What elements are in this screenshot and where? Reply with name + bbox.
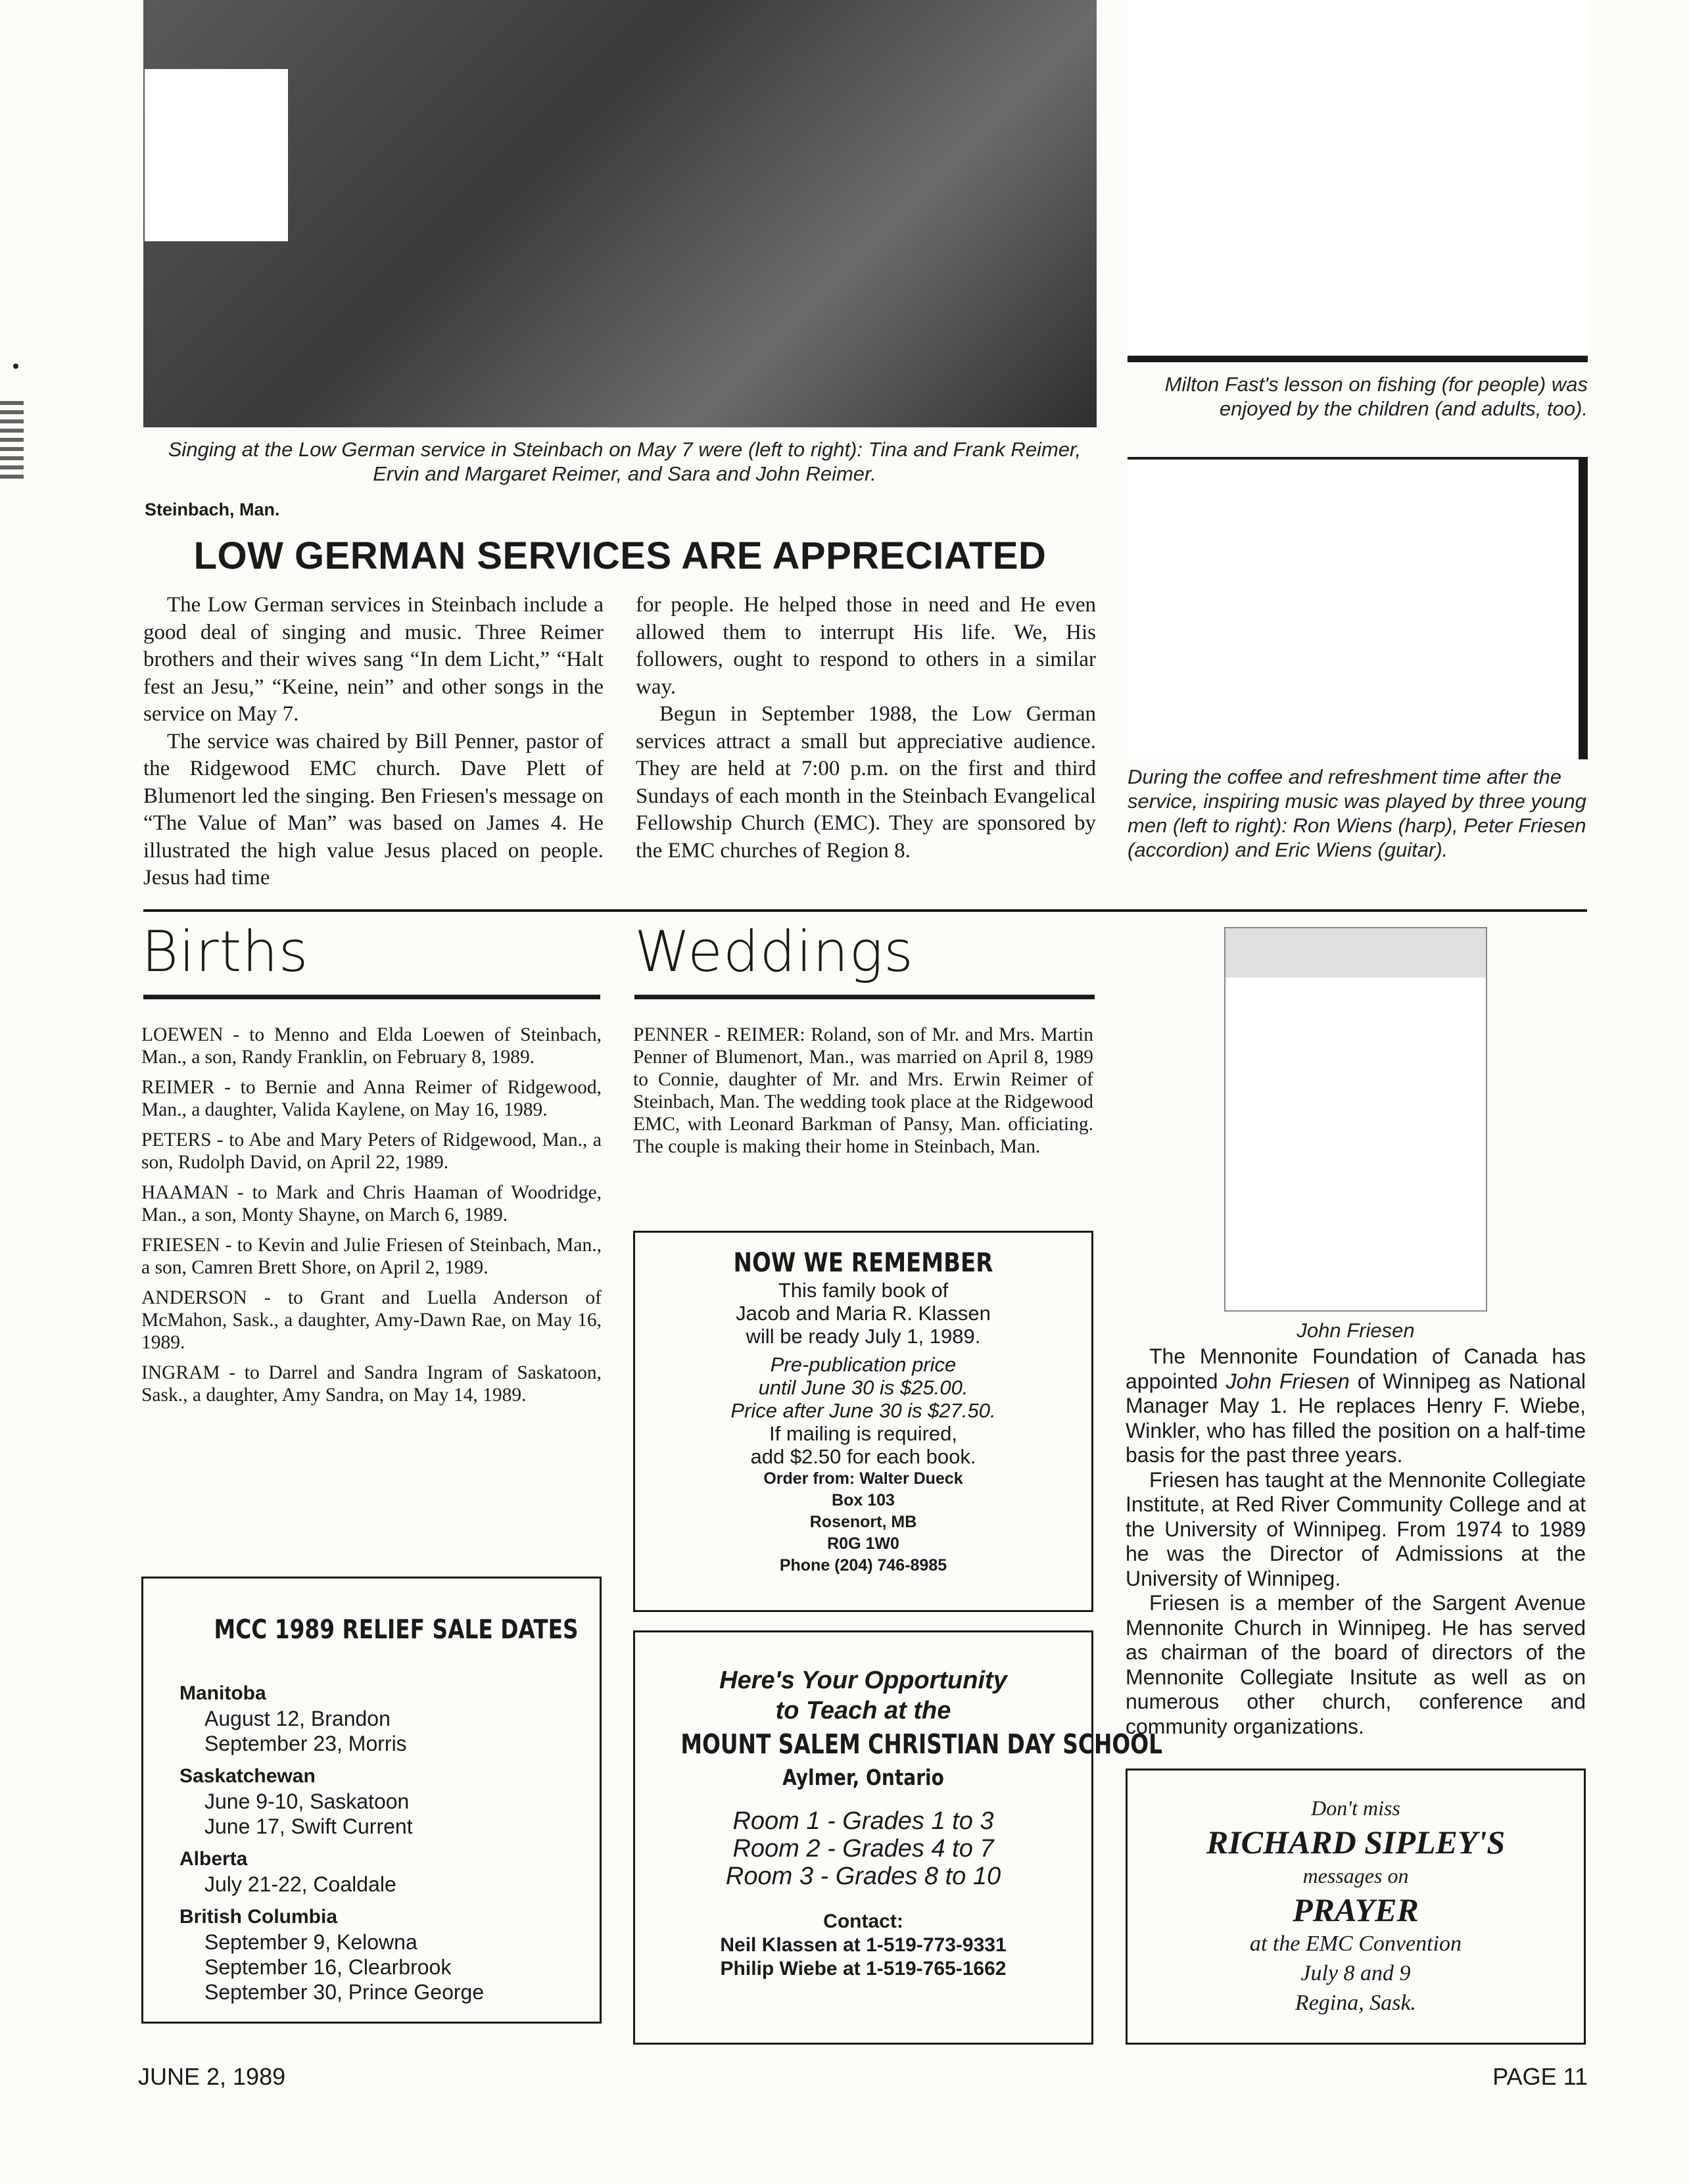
- photo-1-bottom-rule: [1128, 356, 1588, 362]
- province-block: [179, 1905, 563, 2005]
- friesen-photo: [1224, 927, 1487, 1312]
- order-line: Order from: Walter Dueck: [763, 1469, 963, 1488]
- sipley-text: Regina, Sask.: [1295, 1991, 1417, 2015]
- scan-edge-mark: [0, 401, 24, 480]
- right-photo-1: [1128, 0, 1588, 358]
- province-name: Alberta: [179, 1848, 248, 1870]
- article-paragraph: The service was chaired by Bill Penner, pastor of the Ridgewood EMC church. Dave Plett of Blumenort led the singing. Ben Friesen's message on “The Value of Man” was based on James 4. He illustrated the high value Jesus placed on people. Jesus had time: [143, 729, 604, 890]
- province-name: Manitoba: [179, 1682, 266, 1704]
- sale-date: July 21-22, Coaldale: [204, 1872, 396, 1896]
- sipley-text: July 8 and 9: [1300, 1961, 1411, 1985]
- friesen-name: John Friesen: [1225, 1369, 1350, 1393]
- section-divider: [143, 909, 1587, 912]
- friesen-text: The Mennonite Foundation of Canada has appointed: [1126, 1344, 1586, 1393]
- sipley-text: messages on: [1302, 1864, 1409, 1887]
- footer-page-number: PAGE 11: [1492, 2063, 1588, 2090]
- ad-text: If mailing is required,: [769, 1422, 957, 1445]
- ad-price: Price after June 30 is $27.50.: [730, 1399, 996, 1422]
- birth-entry: INGRAM - to Darrel and Sandra Ingram of Saskatoon, Sask., a daughter, Amy Sandra, on May 14, 1989.: [141, 1362, 602, 1406]
- photo-top-band: [1225, 928, 1486, 978]
- teach-ad-heading: to Teach at the: [775, 1697, 951, 1724]
- article-headline: LOW GERMAN SERVICES ARE APPRECIATED: [193, 534, 1047, 577]
- births-list: [141, 1024, 602, 1414]
- province-name: Saskatchewan: [179, 1765, 316, 1787]
- sipley-name: RICHARD SIPLEY'S: [1206, 1824, 1506, 1861]
- birth-entry: LOEWEN - to Menno and Elda Loewen of Steinbach, Man., a son, Randy Franklin, on February 8, 1989.: [141, 1024, 602, 1068]
- sipley-ad: [1126, 1769, 1586, 2045]
- right-photo-2: [1128, 457, 1588, 759]
- ad-price: until June 30 is $25.00.: [758, 1376, 968, 1399]
- sipley-text: Don't miss: [1311, 1796, 1400, 1820]
- ad-text: Jacob and Maria R. Klassen: [736, 1302, 991, 1325]
- sale-date: June 17, Swift Current: [204, 1815, 413, 1838]
- redacted-area: [145, 69, 288, 241]
- order-line: Box 103: [832, 1491, 895, 1509]
- friesen-paragraph: Friesen is a member of the Sargent Avenue Mennonite Church in Winnipeg. He has served as chairman of the board of directors of the Mennonite Collegiate Insitute as well as on numerous other church, conference and community organizations.: [1126, 1591, 1586, 1738]
- birth-entry: HAAMAN - to Mark and Chris Haaman of Woodridge, Man., a son, Monty Shayne, on March 6, 1989.: [141, 1182, 602, 1225]
- birth-entry: ANDERSON - to Grant and Luella Anderson of McMahon, Sask., a daughter, Amy-Dawn Rae, on May 16, 1989.: [141, 1287, 602, 1353]
- article-dateline: Steinbach, Man.: [145, 500, 280, 519]
- article-paragraph: Begun in September 1988, the Low German services attract a small but appreciative audience. They are held at 7:00 p.m. on the first and third Sundays of each month in the Steinbach Evangelical Fellowship Church (EMC). They are sponsored by the EMC churches of Region 8.: [636, 702, 1096, 863]
- friesen-caption: John Friesen: [1296, 1319, 1415, 1342]
- teach-ad-heading: Here's Your Opportunity: [719, 1667, 1007, 1694]
- room-line: Room 2 - Grades 4 to 7: [732, 1835, 994, 1863]
- contact-line: Philip Wiebe at 1-519-765-1662: [720, 1958, 1007, 1980]
- birth-entry: REIMER - to Bernie and Anna Reimer of Ridgewood, Man., a daughter, Valida Kaylene, on May 16, 1989.: [141, 1077, 602, 1120]
- ad-price: Pre-publication price: [770, 1353, 957, 1376]
- order-line: Rosenort, MB: [809, 1513, 917, 1531]
- birth-entry: FRIESEN - to Kevin and Julie Friesen of Steinbach, Man., a son, Camren Brett Shore, on April 2, 1989.: [141, 1235, 602, 1278]
- contact-label: Contact:: [823, 1911, 903, 1932]
- birth-entry: PETERS - to Abe and Mary Peters of Ridgewood, Man., a son, Rudolph David, on April 22, 1989.: [141, 1129, 602, 1173]
- weddings-title-rule: [634, 995, 1095, 999]
- school-location: Aylmer, Ontario: [782, 1765, 944, 1790]
- remember-ad: [633, 1231, 1093, 1612]
- right-photo-1-caption: Milton Fast's lesson on fishing (for people) was enjoyed by the children (and adults, too).: [1164, 373, 1588, 420]
- sale-date: June 9-10, Saskatoon: [204, 1790, 410, 1813]
- sale-date: September 30, Prince George: [204, 1980, 485, 2004]
- top-photo: [143, 0, 1097, 427]
- sale-date: September 23, Morris: [204, 1732, 407, 1755]
- relief-sale-box: [141, 1577, 602, 2024]
- ad-text: This family book of: [778, 1279, 949, 1302]
- sipley-topic: PRAYER: [1293, 1891, 1419, 1928]
- ad-text: add $2.50 for each book.: [750, 1445, 976, 1468]
- births-title-rule: [143, 995, 600, 999]
- province-block: [179, 1681, 563, 1756]
- province-block: [179, 1764, 563, 1839]
- room-line: Room 1 - Grades 1 to 3: [732, 1807, 994, 1835]
- sale-date: September 16, Clearbrook: [204, 1955, 452, 1979]
- province-name: British Columbia: [179, 1906, 338, 1928]
- footer-date: JUNE 2, 1989: [138, 2063, 286, 2090]
- order-line: R0G 1W0: [827, 1534, 899, 1553]
- friesen-text: of Winnipeg as National Manager May 1. He replaces Henry F. Wiebe, Winkler, who has filled the position on a half-time basis for the past three years.: [1126, 1369, 1586, 1467]
- article-paragraph: The Low German services in Steinbach include a good deal of singing and music. Three Reimer brothers and their wives sang “In dem Licht,” “Halt fest an Jesu,” “Keine, nein” and other songs in the service on May 7.: [143, 593, 604, 726]
- relief-sale-title: MCC 1989 RELIEF SALE DATES: [214, 1615, 579, 1645]
- province-block: [179, 1847, 563, 1897]
- sale-date: August 12, Brandon: [204, 1707, 391, 1730]
- order-line: Phone (204) 746-8985: [779, 1556, 947, 1575]
- births-title: Births: [141, 919, 309, 985]
- scan-dot: [13, 364, 18, 369]
- friesen-paragraph: [1126, 1344, 1586, 1468]
- article-column-1: [143, 592, 604, 892]
- weddings-title: Weddings: [634, 919, 914, 985]
- ad-text: will be ready July 1, 1989.: [746, 1325, 981, 1348]
- teach-ad: [633, 1630, 1163, 2045]
- article-paragraph: for people. He helped those in need and He even allowed them to interrupt His life. We, His followers, ought to respond to others in a similar way.: [636, 593, 1096, 699]
- contact-line: Neil Klassen at 1-519-773-9331: [720, 1934, 1007, 1956]
- remember-ad-title: NOW WE REMEMBER: [733, 1248, 993, 1278]
- sale-date: September 9, Kelowna: [204, 1930, 417, 1954]
- friesen-paragraph: Friesen has taught at the Mennonite Collegiate Institute, at Red River Community College and at the University of Winnipeg. From 1974 to 1989 he was the Director of Admissions at the University of Winnipeg.: [1126, 1467, 1586, 1590]
- article-column-2: [636, 592, 1096, 865]
- friesen-article: [1126, 1344, 1586, 1739]
- school-name: MOUNT SALEM CHRISTIAN DAY SCHOOL: [680, 1728, 1163, 1760]
- wedding-entry: PENNER - REIMER: Roland, son of Mr. and Mrs. Martin Penner of Blumenort, Man., was married on April 8, 1989 to Connie, daughter of Mr. and Mrs. Erwin Reimer of Steinbach, Man. The wedding took place at the Ridgewood EMC, with Leonard Barkman of Pansy, Man. officiating. The couple is making their home in Steinbach, Man.: [633, 1024, 1093, 1157]
- sipley-text: at the EMC Convention: [1249, 1932, 1462, 1956]
- right-photo-2-caption: During the coffee and refreshment time after the service, inspiring music was played by three young men (left to right): Ron Wiens (harp), Peter Friesen (accordion) and Eric Wiens (guitar).: [1128, 765, 1586, 861]
- room-line: Room 3 - Grades 8 to 10: [725, 1863, 1001, 1890]
- top-photo-caption: Singing at the Low German service in Steinbach on May 7 were (left to right): Tina and Frank Reimer, Ervin and Margaret Reimer, and Sara and John Reimer.: [168, 438, 1082, 485]
